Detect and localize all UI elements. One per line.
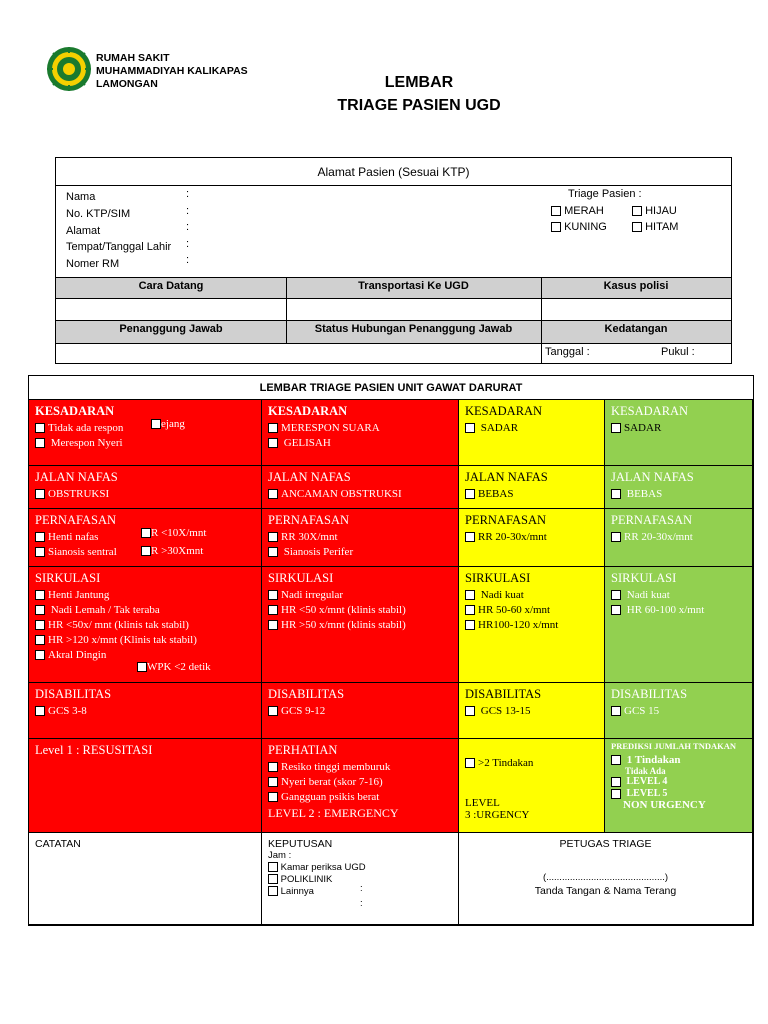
option-label: Nadi irregular (281, 589, 343, 601)
keputusan-label: KEPUTUSAN (268, 838, 333, 850)
option-label: R <10X/mnt (151, 527, 207, 539)
option-label: ejang (161, 418, 185, 430)
checkbox[interactable] (465, 489, 475, 499)
section-heading: PERNAFASAN (268, 513, 350, 527)
checkbox[interactable] (35, 532, 45, 542)
checkbox[interactable] (137, 662, 147, 672)
section-heading: JALAN NAFAS (465, 470, 548, 484)
green-sirkulasi (605, 567, 753, 683)
option-label: Tidak Ada (625, 766, 666, 776)
red2-perhatian (262, 739, 459, 833)
label: MERAH (564, 205, 604, 217)
checkbox[interactable] (268, 489, 278, 499)
checkbox[interactable] (611, 777, 621, 787)
option-label: LEVEL 5 (626, 788, 668, 799)
option-label: >2 Tindakan (478, 757, 534, 769)
option-label: RR 20-30x/mnt (624, 531, 693, 543)
checkbox[interactable] (465, 590, 475, 600)
checkbox[interactable] (141, 528, 151, 538)
checkbox[interactable] (465, 532, 475, 542)
checkbox[interactable] (35, 423, 45, 433)
jam-label: Jam : (268, 850, 292, 861)
checkbox[interactable] (35, 706, 45, 716)
level-label: LEVEL 2 : EMERGENCY (268, 806, 399, 820)
colon: : (360, 883, 363, 894)
checkbox[interactable] (611, 789, 621, 799)
option-label: POLIKLINIK (280, 874, 333, 885)
patient-info-box (55, 157, 732, 364)
yellow-sirkulasi (459, 567, 605, 683)
triage-patient-label: Triage Pasien : (568, 188, 642, 200)
colon: : (186, 188, 190, 200)
colon: : (186, 204, 190, 217)
checkbox[interactable] (611, 489, 621, 499)
option-label: GCS 9-12 (281, 705, 326, 717)
checkbox[interactable] (632, 206, 642, 216)
option-label: 1 Tindakan (626, 754, 681, 766)
red2-disabilitas (262, 683, 459, 739)
checkbox[interactable] (632, 222, 642, 232)
doc-title-1: LEMBAR (384, 74, 454, 91)
col-penanggung-jawab: Penanggung Jawab (119, 323, 223, 335)
col-transportasi: Transportasi Ke UGD (358, 280, 469, 292)
red2-sirkulasi (262, 567, 459, 683)
section-heading: DISABILITAS (35, 687, 112, 701)
patient-fields (66, 190, 171, 273)
hospital-name-1: RUMAH SAKIT (96, 52, 170, 64)
option-label: HR 50-60 x/mnt (478, 604, 551, 616)
yellow-disabilitas (459, 683, 605, 739)
red-disabilitas (29, 683, 262, 739)
petugas-cell (459, 833, 753, 925)
field-ktp: No. KTP/SIM (66, 208, 131, 220)
red-pernafasan (29, 509, 262, 567)
checkbox[interactable] (268, 423, 278, 433)
checkbox[interactable] (35, 438, 45, 448)
option-label: LEVEL 4 (626, 776, 668, 787)
catatan-cell (29, 833, 262, 925)
checkbox[interactable] (268, 777, 278, 787)
green-disabilitas (605, 683, 753, 739)
checkbox[interactable] (611, 605, 621, 615)
keputusan-cell (262, 833, 459, 925)
petugas-label: PETUGAS TRIAGE (559, 838, 652, 850)
yellow-jalan-nafas (459, 466, 605, 509)
section-heading: DISABILITAS (268, 687, 345, 701)
colon: : (186, 221, 190, 233)
hospital-name-3: LAMONGAN (96, 78, 158, 90)
checkbox[interactable] (141, 546, 151, 556)
option-label: Merespon Nyeri (50, 437, 123, 449)
checkbox[interactable] (465, 620, 475, 630)
option-label: WPK <2 detik (147, 661, 211, 673)
checkbox[interactable] (268, 874, 278, 884)
pukul-label: Pukul : (661, 346, 695, 358)
checkbox[interactable] (268, 706, 278, 716)
checkbox[interactable] (35, 650, 45, 660)
checkbox[interactable] (268, 862, 278, 872)
field-rm: Nomer RM (66, 258, 120, 270)
option-label: Gangguan psikis berat (281, 791, 380, 803)
checkbox[interactable] (35, 590, 45, 600)
option-label: HR >120 x/mnt (Klinis tak stabil) (48, 634, 197, 646)
section-heading: SIRKULASI (465, 571, 531, 585)
option-label: Tidak ada respon (48, 422, 124, 434)
option-label: Henti nafas (48, 531, 99, 543)
checkbox[interactable] (151, 419, 161, 429)
checkbox[interactable] (268, 762, 278, 772)
section-heading: KESADARAN (35, 404, 115, 418)
green-jalan-nafas (605, 466, 753, 509)
level-label: 3 :URGENCY (465, 809, 530, 821)
doc-title-2: TRIAGE PASIEN UGD (337, 97, 501, 114)
yellow-pernafasan (459, 509, 605, 567)
green-level-4-5 (605, 739, 753, 833)
checkbox[interactable] (35, 635, 45, 645)
colon: : (360, 898, 363, 909)
checkbox[interactable] (551, 222, 561, 232)
field-alamat: Alamat (66, 225, 101, 237)
catatan-label: CATATAN (35, 838, 81, 850)
triage-option-hijau[interactable] (632, 204, 677, 218)
option-label: HR <50x/ mnt (klinis tak stabil) (48, 619, 189, 631)
yellow-kesadaran (459, 400, 605, 466)
checkbox[interactable] (465, 423, 475, 433)
checkbox[interactable] (35, 605, 45, 615)
level-label: NON URGENCY (623, 799, 706, 811)
option-label: Nadi kuat (626, 589, 670, 601)
section-heading: KESADARAN (465, 404, 543, 418)
option-label: MERESPON SUARA (281, 422, 380, 434)
label: HIJAU (645, 205, 677, 217)
checkbox[interactable] (551, 206, 561, 216)
field-nama: Nama (66, 191, 96, 203)
checkbox[interactable] (268, 792, 278, 802)
red-jalan-nafas (29, 466, 262, 509)
checkbox[interactable] (611, 706, 621, 716)
red-level-1 (29, 739, 262, 833)
colon: : (186, 237, 190, 250)
checkbox[interactable] (611, 590, 621, 600)
section-heading: JALAN NAFAS (35, 470, 118, 484)
option-label: BEBAS (626, 488, 663, 500)
checkbox[interactable] (611, 532, 621, 542)
level-label: Level 1 : RESUSITASI (35, 743, 153, 757)
checkbox[interactable] (465, 706, 475, 716)
section-heading: DISABILITAS (465, 687, 542, 701)
checkbox[interactable] (268, 532, 278, 542)
option-label: BEBAS (478, 488, 514, 500)
checkbox[interactable] (268, 605, 278, 615)
triage-grid (28, 375, 754, 926)
section-heading: SIRKULASI (268, 571, 334, 585)
col-cara-datang: Cara Datang (138, 280, 204, 292)
option-label: GCS 15 (624, 705, 660, 717)
tanggal-label: Tanggal : (545, 346, 590, 358)
red-sirkulasi (29, 567, 262, 683)
red2-kesadaran (262, 400, 459, 466)
checkbox[interactable] (465, 758, 475, 768)
option-label: GCS 3-8 (48, 705, 87, 717)
option-label: GELISAH (283, 437, 331, 449)
section-heading: PERHATIAN (268, 743, 338, 757)
triage-option-hitam[interactable] (632, 220, 678, 234)
checkbox[interactable] (268, 590, 278, 600)
option-label: Nadi Lemah / Tak teraba (50, 604, 160, 616)
triage-grid-title: LEMBAR TRIAGE PASIEN UNIT GAWAT DARURAT (29, 376, 753, 400)
red-kesadaran (29, 400, 262, 466)
option-label: Henti Jantung (48, 589, 110, 601)
option-label: SADAR (624, 422, 662, 434)
col-kasus-polisi: Kasus polisi (603, 280, 669, 292)
option-label: SADAR (480, 422, 519, 434)
checkbox[interactable] (35, 620, 45, 630)
option-label: Nadi kuat (480, 589, 524, 601)
field-ttl: Tempat/Tanggal Lahir (66, 241, 172, 253)
signature-caption: Tanda Tangan & Nama Terang (534, 885, 677, 897)
checkbox[interactable] (465, 605, 475, 615)
section-heading: DISABILITAS (611, 687, 688, 701)
option-label: R >30Xmnt (151, 545, 204, 557)
section-heading: JALAN NAFAS (268, 470, 351, 484)
hospital-name-2: MUHAMMADIYAH KALIKAPAS (96, 65, 248, 77)
option-label: ANCAMAN OBSTRUKSI (281, 488, 402, 500)
option-label: HR <50 x/mnt (klinis stabil) (281, 604, 406, 616)
option-label: RR 30X/mnt (281, 531, 338, 543)
option-label: Sianosis sentral (48, 546, 117, 558)
checkbox[interactable] (35, 547, 45, 557)
label: KUNING (564, 221, 607, 233)
checkbox[interactable] (268, 438, 278, 448)
checkbox[interactable] (611, 755, 621, 765)
level-label: LEVEL (465, 797, 500, 809)
option-label: Sianosis Perifer (283, 546, 354, 558)
triage-option-merah[interactable] (551, 204, 604, 218)
section-heading: PREDIKSI JUMLAH TNDAKAN (611, 741, 736, 751)
green-pernafasan (605, 509, 753, 567)
option-label: HR >50 x/mnt (klinis stabil) (281, 619, 406, 631)
section-heading: PERNAFASAN (465, 513, 547, 527)
section-heading: PERNAFASAN (35, 513, 117, 527)
option-label: HR100-120 x/mnt (478, 619, 559, 631)
option-label: Resiko tinggi memburuk (281, 761, 391, 773)
section-heading: SIRKULASI (611, 571, 677, 585)
checkbox[interactable] (268, 547, 278, 557)
option-label: Akral Dingin (48, 649, 107, 661)
red2-pernafasan (262, 509, 459, 567)
checkbox[interactable] (611, 423, 621, 433)
checkbox[interactable] (268, 886, 278, 896)
colons (186, 186, 189, 269)
section-heading: JALAN NAFAS (611, 470, 694, 484)
option-label: GCS 13-15 (480, 705, 531, 717)
yellow-level-3 (459, 739, 605, 833)
section-heading: KESADARAN (268, 404, 348, 418)
option-label: Kamar periksa UGD (280, 862, 366, 873)
checkbox[interactable] (268, 620, 278, 630)
triage-option-kuning[interactable] (551, 220, 607, 234)
section-heading: SIRKULASI (35, 571, 101, 585)
col-kedatangan: Kedatangan (604, 323, 668, 335)
colon: : (186, 254, 190, 266)
col-status-hubungan: Status Hubungan Penanggung Jawab (314, 323, 513, 335)
address-header: Alamat Pasien (Sesuai KTP) (317, 165, 470, 179)
section-heading: KESADARAN (611, 404, 689, 418)
option-label: RR 20-30x/mnt (478, 531, 547, 543)
green-kesadaran (605, 400, 753, 466)
section-heading: PERNAFASAN (611, 513, 693, 527)
option-label: HR 60-100 x/mnt (626, 604, 705, 616)
checkbox[interactable] (35, 489, 45, 499)
option-label: OBSTRUKSI (48, 488, 110, 500)
option-label: Nyeri berat (skor 7-16) (281, 776, 383, 788)
signature-line: (.............................................) (542, 872, 669, 883)
red2-jalan-nafas (262, 466, 459, 509)
option-label: Lainnya (280, 886, 314, 897)
label: HITAM (645, 221, 679, 233)
